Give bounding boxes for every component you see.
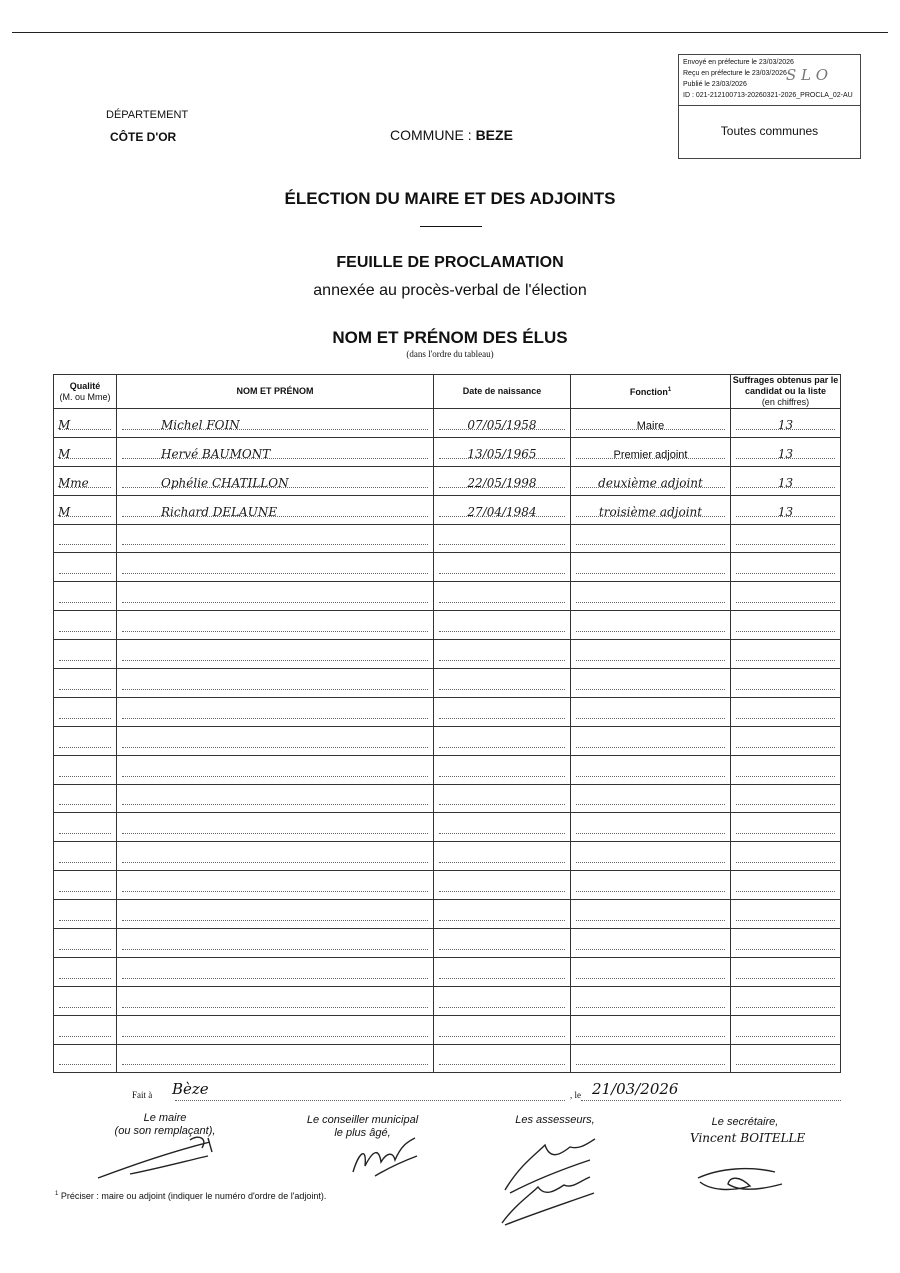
empty-cell-votes: [731, 524, 841, 553]
function-value: troisième adjoint: [598, 504, 703, 519]
empty-cell-votes: [731, 986, 841, 1015]
title-underline: [420, 226, 482, 227]
empty-cell-votes: [731, 755, 841, 784]
cell-function: [571, 495, 731, 524]
header-birth: Date de naissance: [434, 375, 571, 409]
cell-name: [117, 409, 434, 438]
empty-cell-birth: [434, 957, 571, 986]
empty-table-row: [54, 755, 841, 784]
cell-birth: [434, 437, 571, 466]
empty-cell-name: [117, 669, 434, 698]
cell-name: [117, 466, 434, 495]
empty-cell-votes: [731, 611, 841, 640]
empty-cell-name: [117, 611, 434, 640]
empty-cell-name: [117, 1015, 434, 1044]
empty-cell-quality: [54, 755, 117, 784]
empty-cell-name: [117, 842, 434, 871]
empty-cell-birth: [434, 640, 571, 669]
councillor-signature-image: [345, 1132, 425, 1182]
empty-cell-votes: [731, 582, 841, 611]
quality-value: M: [58, 417, 71, 432]
secretary-signature-image: [690, 1158, 790, 1198]
birth-value: 13/05/1965: [467, 446, 537, 461]
footnote: $^1$ Préciser : maire ou adjoint (indiquer le numéro d'ordre de l'adjoint).: [55, 1191, 327, 1201]
empty-cell-birth: [434, 669, 571, 698]
table-row: [54, 495, 841, 524]
empty-cell-votes: [731, 1044, 841, 1073]
empty-table-row: [54, 697, 841, 726]
empty-cell-birth: [434, 842, 571, 871]
header-name: NOM ET PRÉNOM: [117, 375, 434, 409]
empty-cell-function: [571, 755, 731, 784]
date-label: , le: [570, 1090, 581, 1100]
empty-cell-name: [117, 697, 434, 726]
empty-cell-quality: [54, 900, 117, 929]
empty-cell-function: [571, 813, 731, 842]
empty-cell-name: [117, 784, 434, 813]
empty-cell-name: [117, 524, 434, 553]
table-row: [54, 466, 841, 495]
empty-cell-birth: [434, 524, 571, 553]
empty-cell-birth: [434, 1015, 571, 1044]
stamp-line-id: ID : 021-212100713-20260321-2026_PROCLA_02-AU: [683, 92, 853, 99]
empty-table-row: [54, 784, 841, 813]
quality-value: Mme: [58, 475, 89, 490]
name-value: Hervé BAUMONT: [161, 446, 271, 461]
empty-cell-function: [571, 726, 731, 755]
empty-table-row: [54, 611, 841, 640]
empty-table-row: [54, 871, 841, 900]
function-value: deuxième adjoint: [598, 475, 703, 490]
votes-value: 13: [777, 504, 794, 519]
function-value: Maire: [636, 419, 665, 432]
empty-cell-quality: [54, 842, 117, 871]
empty-cell-votes: [731, 640, 841, 669]
stamp-line-published: Publié le 23/03/2026: [683, 81, 747, 88]
empty-cell-function: [571, 524, 731, 553]
empty-cell-birth: [434, 582, 571, 611]
empty-cell-votes: [731, 929, 841, 958]
cell-quality: [54, 409, 117, 438]
empty-cell-quality: [54, 1044, 117, 1073]
empty-cell-quality: [54, 929, 117, 958]
cell-votes: [731, 437, 841, 466]
empty-cell-name: [117, 1044, 434, 1073]
empty-cell-votes: [731, 842, 841, 871]
prefecture-stamp: [678, 54, 861, 106]
commune-value: BEZE: [475, 127, 513, 143]
empty-cell-birth: [434, 697, 571, 726]
empty-cell-function: [571, 986, 731, 1015]
empty-cell-name: [117, 813, 434, 842]
empty-cell-function: [571, 957, 731, 986]
elected-table: [53, 374, 841, 1073]
votes-value: 13: [777, 446, 794, 461]
sheet-title: FEUILLE DE PROCLAMATION: [336, 254, 564, 271]
stamp-line-sent: Envoyé en préfecture le 23/03/2026: [683, 59, 794, 66]
cell-birth: [434, 466, 571, 495]
empty-cell-quality: [54, 582, 117, 611]
assessors-signature-label: Les assesseurs,: [515, 1114, 595, 1126]
empty-cell-name: [117, 986, 434, 1015]
empty-cell-votes: [731, 900, 841, 929]
empty-cell-name: [117, 582, 434, 611]
table-row: [54, 409, 841, 438]
empty-table-row: [54, 524, 841, 553]
empty-cell-quality: [54, 524, 117, 553]
department-value: CÔTE D'OR: [110, 130, 177, 144]
empty-cell-function: [571, 582, 731, 611]
empty-cell-name: [117, 957, 434, 986]
table-header-row: [54, 375, 841, 409]
empty-cell-votes: [731, 1015, 841, 1044]
votes-value: 13: [777, 417, 794, 432]
empty-cell-quality: [54, 813, 117, 842]
cell-votes: [731, 495, 841, 524]
empty-cell-votes: [731, 697, 841, 726]
table-row: [54, 437, 841, 466]
department-label: DÉPARTEMENT: [106, 109, 189, 121]
empty-cell-birth: [434, 900, 571, 929]
header-function: Fonction$^1$: [571, 375, 731, 409]
cell-name: [117, 437, 434, 466]
date-dotted-line: [581, 1100, 841, 1101]
empty-cell-function: [571, 669, 731, 698]
empty-cell-function: [571, 640, 731, 669]
quality-value: M: [58, 446, 71, 461]
empty-cell-votes: [731, 871, 841, 900]
top-rule: [12, 32, 888, 33]
empty-cell-votes: [731, 669, 841, 698]
empty-cell-quality: [54, 986, 117, 1015]
empty-cell-votes: [731, 957, 841, 986]
sheet-subtitle: annexée au procès-verbal de l'élection: [313, 282, 587, 299]
empty-cell-name: [117, 900, 434, 929]
birth-value: 27/04/1984: [467, 504, 537, 519]
empty-cell-function: [571, 871, 731, 900]
empty-cell-quality: [54, 1015, 117, 1044]
cell-name: [117, 495, 434, 524]
empty-table-row: [54, 900, 841, 929]
cell-votes: [731, 409, 841, 438]
stamp-line-received: Reçu en préfecture le 23/03/2026: [683, 70, 787, 77]
empty-cell-birth: [434, 726, 571, 755]
commune-label: COMMUNE :: [390, 127, 472, 143]
empty-table-row: [54, 553, 841, 582]
mayor-signature-image: [90, 1130, 220, 1185]
empty-cell-function: [571, 1044, 731, 1073]
empty-table-row: [54, 1044, 841, 1073]
fait-dotted-line: [175, 1100, 565, 1101]
empty-cell-quality: [54, 726, 117, 755]
empty-cell-name: [117, 755, 434, 784]
cell-votes: [731, 466, 841, 495]
empty-cell-votes: [731, 553, 841, 582]
empty-cell-quality: [54, 640, 117, 669]
empty-cell-function: [571, 900, 731, 929]
birth-value: 07/05/1958: [467, 417, 537, 432]
secretary-name: Vincent BOITELLE: [690, 1131, 806, 1145]
secretary-signature-label: Le secrétaire,: [711, 1116, 779, 1128]
names-subtitle: (dans l'ordre du tableau): [406, 349, 494, 359]
empty-cell-name: [117, 553, 434, 582]
quality-value: M: [58, 504, 71, 519]
empty-cell-quality: [54, 553, 117, 582]
empty-cell-votes: [731, 813, 841, 842]
cell-quality: [54, 495, 117, 524]
empty-cell-quality: [54, 871, 117, 900]
empty-cell-name: [117, 726, 434, 755]
empty-table-row: [54, 1015, 841, 1044]
cell-birth: [434, 409, 571, 438]
empty-cell-birth: [434, 986, 571, 1015]
empty-cell-function: [571, 553, 731, 582]
empty-cell-birth: [434, 1044, 571, 1073]
empty-cell-quality: [54, 784, 117, 813]
handwritten-mark: S L O: [786, 66, 829, 84]
empty-cell-birth: [434, 929, 571, 958]
empty-cell-function: [571, 929, 731, 958]
fait-place: Bèze: [172, 1080, 209, 1098]
empty-cell-birth: [434, 755, 571, 784]
empty-cell-birth: [434, 611, 571, 640]
cell-function: [571, 466, 731, 495]
empty-cell-quality: [54, 697, 117, 726]
empty-table-row: [54, 640, 841, 669]
name-value: Ophélie CHATILLON: [161, 475, 289, 490]
empty-table-row: [54, 929, 841, 958]
header-quality: Qualité (M. ou Mme): [54, 375, 117, 409]
empty-cell-quality: [54, 669, 117, 698]
name-value: Michel FOIN: [161, 417, 240, 432]
name-value: Richard DELAUNE: [161, 504, 278, 519]
empty-cell-votes: [731, 726, 841, 755]
empty-table-row: [54, 582, 841, 611]
votes-value: 13: [777, 475, 794, 490]
stamp-box-label: Toutes communes: [678, 105, 861, 159]
empty-cell-birth: [434, 813, 571, 842]
empty-cell-quality: [54, 611, 117, 640]
cell-quality: [54, 437, 117, 466]
empty-cell-name: [117, 871, 434, 900]
cell-function: [571, 437, 731, 466]
empty-cell-function: [571, 1015, 731, 1044]
cell-birth: [434, 495, 571, 524]
empty-cell-name: [117, 929, 434, 958]
signature-date: 21/03/2026: [592, 1080, 679, 1098]
assessors-signature-image: [490, 1135, 610, 1230]
main-title: ÉLECTION DU MAIRE ET DES ADJOINTS: [284, 189, 616, 208]
empty-cell-function: [571, 842, 731, 871]
fait-label: Fait à: [132, 1090, 153, 1100]
empty-cell-name: [117, 640, 434, 669]
empty-table-row: [54, 813, 841, 842]
header-votes: Suffrages obtenus par le candidat ou la liste (en chiffres): [731, 375, 841, 409]
empty-cell-birth: [434, 871, 571, 900]
cell-quality: [54, 466, 117, 495]
empty-cell-function: [571, 784, 731, 813]
empty-cell-birth: [434, 784, 571, 813]
empty-table-row: [54, 842, 841, 871]
empty-table-row: [54, 986, 841, 1015]
empty-cell-votes: [731, 784, 841, 813]
birth-value: 22/05/1998: [467, 475, 537, 490]
empty-cell-birth: [434, 553, 571, 582]
cell-function: [571, 409, 731, 438]
empty-table-row: [54, 726, 841, 755]
commune: [390, 127, 513, 143]
function-value: Premier adjoint: [613, 448, 688, 461]
mayor-signature-label: Le maire (ou son remplaçant),: [114, 1112, 216, 1137]
empty-cell-function: [571, 611, 731, 640]
empty-table-row: [54, 669, 841, 698]
councillor-signature-label: Le conseiller municipal le plus âgé,: [306, 1114, 419, 1139]
empty-cell-function: [571, 697, 731, 726]
empty-cell-quality: [54, 957, 117, 986]
empty-table-row: [54, 957, 841, 986]
names-title: NOM ET PRÉNOM DES ÉLUS: [332, 328, 568, 347]
